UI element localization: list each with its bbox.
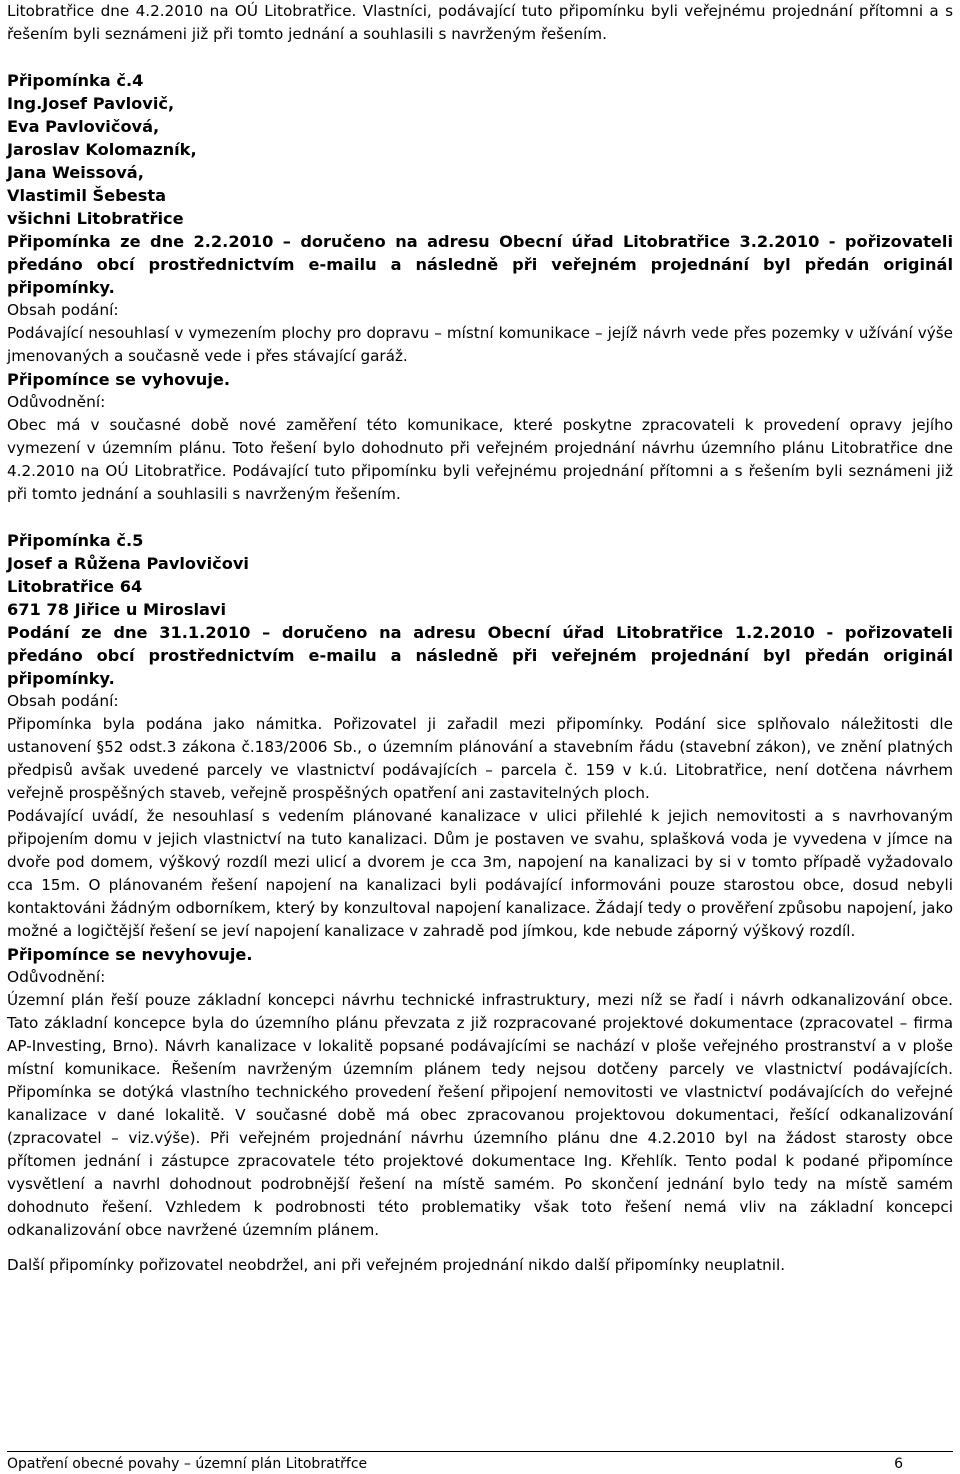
remark-4 bbox=[7, 69, 953, 506]
remark-5 bbox=[7, 529, 953, 1242]
content-label: Obsah podání: bbox=[7, 692, 119, 710]
footer-title: Opatření obecné povahy – územní plán Litobratřfce bbox=[7, 1456, 368, 1472]
submitter-name: Jaroslav Kolomazník, bbox=[7, 140, 197, 159]
reason-label: Odůvodnění: bbox=[7, 968, 106, 986]
content-text: Podávající uvádí, že nesouhlasí s vedením plánované kanalizace v ulici přilehlé k jejich nemovitosti a s navrhovaným připojením domu v jejich vlastnictví na tuto kanalizaci. Dům je postaven ve svahu, splašková voda je vyvedena v jímce na dvoře pod domem, výškový rozdíl mezi ulicí a dvorem je cca 3m, napojení na kanalizaci by si v tomto případě vyžadovalo cca 15m. O plánovaném řešení napojení na kanalizaci byli podávající informováni pouze starostou obce, dosud nebyli kontaktováni žádným odborníkem, který by konzultoval napojení kanalizace. Žádají tedy o prověření způsobu napojení, jako možné a logičtější řešení se jeví napojení kanalizace v zahradě pod jímkou, kde nebude záporný výškový rozdíl. bbox=[7, 807, 953, 940]
verdict: Připomínce se nevyhovuje. bbox=[7, 945, 253, 964]
content-text: Připomínka byla podána jako námitka. Pořizovatel ji zařadil mezi připomínky. Podání sice splňovalo náležitosti dle ustanovení §52 odst.3 zákona č.183/2006 Sb., o územním plánování a stavebním řádu (stavební zákon), ve znění platných předpisů avšak uvedené parcely ve vlastnictví podávajících – parcela č. 159 v k.ú. Litobratřice, není dotčena návrhem veřejně prospěšných staveb, veřejně prospěšných opatření ani zastavitelných ploch. bbox=[7, 715, 953, 802]
submitter-name: Josef a Růžena Pavlovičovi bbox=[7, 554, 249, 573]
remark-heading: Připomínka č.4 bbox=[7, 71, 144, 90]
reason-label: Odůvodnění: bbox=[7, 393, 106, 411]
reason-text: Obec má v současné době nové zaměření této komunikace, které poskytne zpracovateli k provedení opravy jejího vymezení v územním plánu. Toto řešení bylo dohodnuto při veřejném projednání návrhu územního plánu Litobratřice dne 4.2.2010 na OÚ Litobratřice. Podávající tuto připomínku byli veřejnému projednání přítomni a s řešením byli seznámeni již při tomto jednání a souhlasili s navrženým řešením. bbox=[7, 416, 953, 503]
content-label: Obsah podání: bbox=[7, 301, 119, 319]
remark-heading: Připomínka č.5 bbox=[7, 531, 144, 550]
page-footer bbox=[7, 1451, 953, 1474]
submitter-name: Eva Pavlovičová, bbox=[7, 117, 160, 136]
submitter-name: všichni Litobratřice bbox=[7, 209, 184, 228]
delivery-info: Podání ze dne 31.1.2010 – doručeno na adresu Obecní úřad Litobratřice 1.2.2010 - pořizovateli předáno obcí prostřednictvím e-mailu a následně při veřejném projednání byl předán originál připomínky. bbox=[7, 623, 953, 688]
submitter-name: Ing.Josef Pavlovič, bbox=[7, 94, 175, 113]
submitter-name: Vlastimil Šebesta bbox=[7, 186, 167, 205]
previous-remark-continuation: Litobratřice dne 4.2.2010 na OÚ Litobratřice. Vlastníci, podávající tuto připomínku byli veřejnému projednání přítomni a s řešením byli seznámeni již při tomto jednání a souhlasili s navrženým řešením. bbox=[7, 2, 953, 43]
verdict: Připomínce se vyhovuje. bbox=[7, 370, 231, 389]
closing-statement: Další připomínky pořizovatel neobdržel, ani při veřejném projednání nikdo další připomínky neuplatnil. bbox=[7, 1256, 786, 1274]
submitter-address: 671 78 Jiřice u Miroslavi bbox=[7, 600, 227, 619]
page-number: 6 bbox=[894, 1456, 903, 1472]
document-page bbox=[7, 0, 953, 1277]
reason-text: Územní plán řeší pouze základní koncepci návrhu technické infrastruktury, mezi níž se řadí i návrh odkanalizování obce. Tato základní koncepce byla do územního plánu převzata z již rozpracované projektové dokumentace (zpracovatel – firma AP-Investing, Brno). Návrh kanalizace v lokalitě popsané podávajícími se nachází v ploše veřejného prostranství a v ploše místní komunikace. Řešením navrženým územním plánem tedy nejsou dotčeny parcely ve vlastnictví podávajících. Připomínka se dotýká vlastního technického provedení řešení připojení nemovitosti ve vlastnictví podávajících do veřejné kanalizace v dané lokalitě. V současné době má obec zpracovanou projektovou dokumentaci, řešící odkanalizování (zpracovatel – viz.výše). Při veřejném projednání návrhu územního plánu dne 4.2.2010 byl na žádost starosty obce přítomen jednání i zástupce zpracovatele této projektové dokumentace Ing. Křehlík. Tento podal k podané připomínce vysvětlení a navrhl dohodnout podrobnější řešení na místě samém. Po skončení jednání bylo tedy na místě samém dohodnuto řešení. Vzhledem k podrobnosti této problematiky však toto řešení nemá vliv na základní koncepci odkanalizování obce navržené územním plánem. bbox=[7, 991, 953, 1239]
delivery-info: Připomínka ze dne 2.2.2010 – doručeno na adresu Obecní úřad Litobratřice 3.2.2010 - pořizovateli předáno obcí prostřednictvím e-mailu a následně při veřejném projednání byl předán originál připomínky. bbox=[7, 232, 953, 297]
submitter-name: Jana Weissová, bbox=[7, 163, 144, 182]
submitter-address: Litobratřice 64 bbox=[7, 577, 143, 596]
content-text: Podávající nesouhlasí v vymezením plochy pro dopravu – místní komunikace – jejíž návrh vede přes pozemky v užívání výše jmenovaných a současně vede i přes stávající garáž. bbox=[7, 324, 953, 365]
